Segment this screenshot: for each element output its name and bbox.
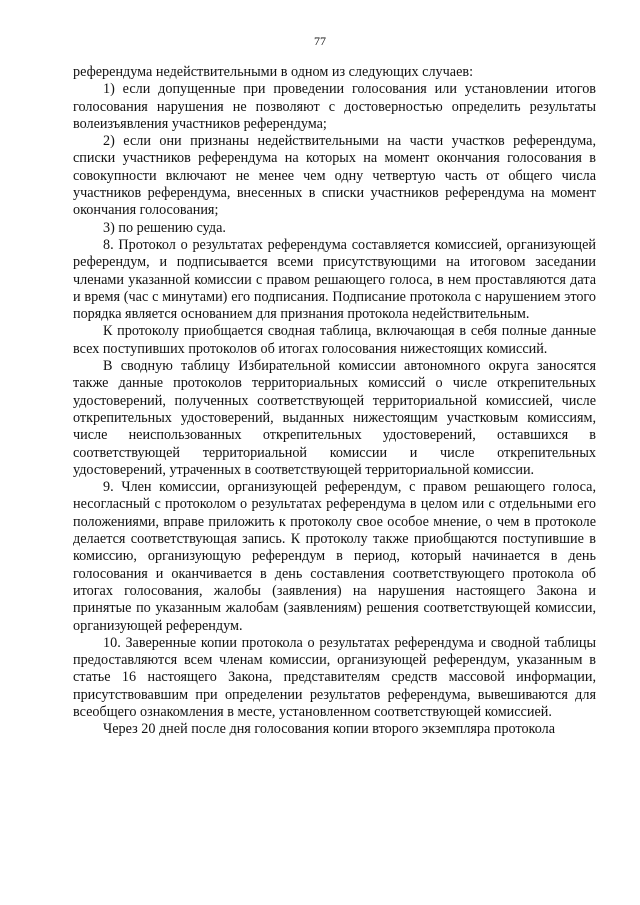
paragraph: 3) по решению суда. xyxy=(103,219,226,236)
paragraph: 10. Заверенные копии протокола о результатах референдума и сводной таблицы предоставляются всем членам комиссии, организующей референдум, указанным в статье 16 настоящего Закона, представителям средств массовой информации, присутствовавшим при определении результатов референдума, вывешиваются для всеобщего ознакомления в месте, установленном соответствующей комиссией. xyxy=(73,634,596,720)
paragraph: В сводную таблицу Избирательной комиссии автономного округа заносятся также данные протоколов территориальных комиссий о числе открепительных удостоверений, полученных соответствующей территориальной комиссией, числе открепительных удостоверений, выданных нижестоящим участковым комиссиям, числе неиспользованных открепительных удостоверений, оставшихся в соответствующей территориальной комиссии и числе открепительных удостоверений, утраченных в соответствующей территориальной комиссии. xyxy=(73,358,596,478)
paragraph: Через 20 дней после дня голосования копии второго экземпляра протокола xyxy=(103,721,556,738)
document-body xyxy=(73,64,596,739)
paragraph: референдума недействительными в одном из следующих случаев: xyxy=(73,64,474,80)
paragraph: 2) если они признаны недействительными на части участков референдума, списки участников референдума на которых на момент окончания голосования в совокупности включают не менее чем одну четвертую часть от общего числа участников референдума, внесенных в списки участников референдума на момент окончания голосования; xyxy=(73,133,596,219)
paragraph: 9. Член комиссии, организующей референдум, с правом решающего голоса, несогласный с протоколом о результатах референдума в целом или с отдельными его положениями, вправе приложить к протоколу свое особое мнение, о чем в протоколе делается соответствующая запись. К протоколу также приобщаются поступившие в комиссию, организующую референдум в период, который начинается в день голосования и оканчивается в день составления соответствующего протокола об итогах голосования, жалобы (заявления) на нарушения настоящего Закона и принятые по указанным жалобам (заявлениям) решения соответствующей комиссии, организующей референдум. xyxy=(73,479,596,634)
paragraph: 1) если допущенные при проведении голосования или установлении итогов голосования нарушения не позволяют с достоверностью определить результаты волеизъявления участников референдума; xyxy=(73,81,596,132)
paragraph: 8. Протокол о результатах референдума составляется комиссией, организующей референдум, и подписывается всеми присутствующими на итоговом заседании членами указанной комиссии с правом решающего голоса, в нем проставляются дата и время (час с минутами) его подписания. Подписание протокола с нарушением этого порядка является основанием для признания протокола недействительным. xyxy=(73,236,596,323)
page-number: 77 xyxy=(314,34,326,48)
paragraph: К протоколу приобщается сводная таблица, включающая в себя полные данные всех поступивших протоколов об итогах голосования нижестоящих комиссий. xyxy=(73,323,596,357)
